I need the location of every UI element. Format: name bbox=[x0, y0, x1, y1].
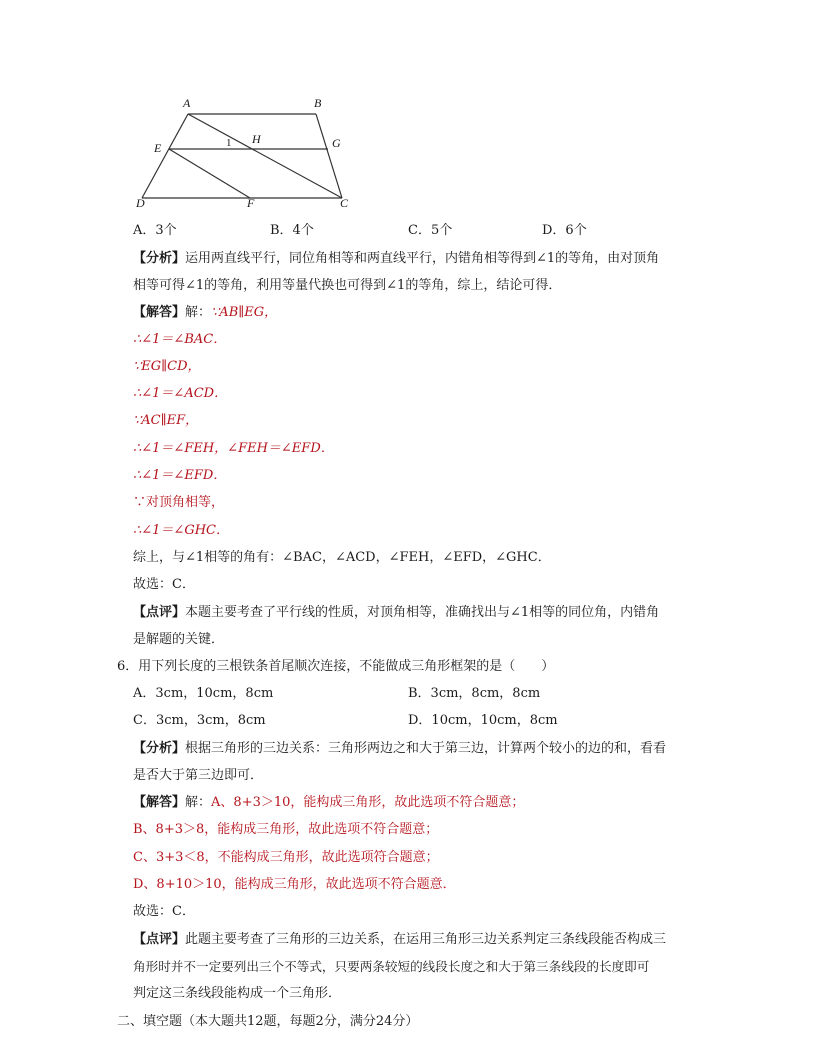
q5-comment-line2: 是解题的关键． bbox=[133, 632, 225, 647]
q6-step-2: B、8+3＞8，能构成三角形，故此选项不符合题意； bbox=[133, 822, 439, 837]
q6-analysis-line1 bbox=[133, 740, 666, 758]
label-d: D bbox=[136, 196, 145, 210]
label-g: G bbox=[332, 136, 341, 150]
segment-ef bbox=[169, 149, 250, 198]
q5-step-3: ∵EG∥CD， bbox=[133, 359, 201, 374]
q5-analysis-tag: 【分析】 bbox=[133, 251, 186, 266]
q6-step-1: A、8+3＞10，能构成三角形，故此选项不符合题意； bbox=[211, 795, 525, 810]
q5-step-9: ∴∠1＝∠GHC． bbox=[133, 523, 229, 538]
label-h: H bbox=[252, 132, 261, 146]
q6-solution-line bbox=[133, 794, 524, 812]
q5-choice: 故选：C． bbox=[133, 577, 195, 592]
q5-comment-tag: 【点评】 bbox=[133, 605, 186, 620]
q5-solution-line bbox=[133, 304, 277, 322]
q5-step-7: ∴∠1＝∠EFD． bbox=[133, 468, 227, 483]
q6-choice: 故选：C． bbox=[133, 904, 195, 919]
q6-analysis-text1: 根据三角形的三边关系：三角形两边之和大于第三边，计算两个较小的边的和，看看 bbox=[185, 741, 667, 756]
q6-comment-text1: 此题主要考查了三角形的三边关系，在运用三角形三边关系判定三条线段能否构成三 bbox=[185, 932, 667, 947]
q5-solution-tag: 【解答】 bbox=[133, 305, 186, 320]
q5-option-b: B．4个 bbox=[270, 223, 314, 238]
geometry-figure bbox=[128, 92, 368, 214]
segment-ac bbox=[188, 114, 342, 198]
q6-step-4: D、8+10＞10，能构成三角形，故此选项不符合题意． bbox=[133, 877, 456, 892]
q6-option-c: C．3cm，3cm，8cm bbox=[133, 713, 266, 728]
q6-option-d: D．10cm，10cm，8cm bbox=[408, 713, 558, 728]
q5-solution-head: 解： bbox=[185, 305, 212, 320]
label-b: B bbox=[314, 96, 322, 110]
q5-step-1: ∵AB∥EG， bbox=[211, 305, 278, 320]
q5-analysis-text1: 运用两直线平行，同位角相等和两直线平行，内错角相等得到∠1的等角，由对顶角 bbox=[185, 251, 660, 266]
label-c: C bbox=[340, 196, 349, 210]
q6-step-3: C、3+3＜8，不能构成三角形，故此选项符合题意； bbox=[133, 850, 439, 865]
q6-option-a: A．3cm，10cm，8cm bbox=[133, 686, 274, 701]
q6-question: 6．用下列长度的三根铁条首尾顺次连接，不能做成三角形框架的是（ ） bbox=[117, 659, 555, 674]
q5-step-8: ∵对顶角相等， bbox=[133, 495, 225, 510]
q6-comment-line2: 角形时并不一定要列出三个不等式，只要两条较短的线段长度之和大于第三条线段的长度即可 bbox=[133, 959, 650, 974]
q5-option-d: D．6个 bbox=[542, 223, 587, 238]
label-e: E bbox=[154, 141, 162, 155]
q5-option-c: C．5个 bbox=[408, 223, 453, 238]
q6-solution-head: 解： bbox=[185, 795, 212, 810]
q5-option-a: A．3个 bbox=[133, 223, 177, 238]
q6-analysis-tag: 【分析】 bbox=[133, 741, 186, 756]
q6-comment-tag: 【点评】 bbox=[133, 932, 186, 947]
q6-comment-line3: 判定这三条线段能构成一个三角形． bbox=[133, 986, 342, 1001]
label-f: F bbox=[247, 196, 255, 210]
label-angle-1: 1 bbox=[226, 137, 232, 149]
q5-summary: 综上，与∠1相等的角有：∠BAC，∠ACD，∠FEH，∠EFD，∠GHC． bbox=[133, 550, 551, 565]
q5-step-6: ∴∠1＝∠FEH，∠FEH＝∠EFD． bbox=[133, 441, 334, 456]
q6-analysis-line2: 是否大于第三边即可． bbox=[133, 768, 264, 783]
q5-step-5: ∵AC∥EF， bbox=[133, 413, 199, 428]
q6-solution-tag: 【解答】 bbox=[133, 795, 186, 810]
q5-comment-line1 bbox=[133, 604, 659, 622]
q5-analysis-line1 bbox=[133, 250, 659, 268]
q5-comment-text1: 本题主要考查了平行线的性质，对顶角相等，准确找出与∠1相等的同位角，内错角 bbox=[185, 605, 660, 620]
q5-analysis-line2: 相等可得∠1的等角，利用等量代换也可得到∠1的等角，综上，结论可得． bbox=[133, 278, 562, 293]
q6-comment-line1 bbox=[133, 931, 666, 949]
q6-option-b: B．3cm，8cm，8cm bbox=[408, 686, 541, 701]
section-fill-in-blank-title: 二、填空题（本大题共12题，每题2分，满分24分） bbox=[117, 1014, 419, 1029]
label-a: A bbox=[183, 96, 191, 110]
q5-step-2: ∴∠1＝∠BAC． bbox=[133, 332, 227, 347]
q5-step-4: ∴∠1＝∠ACD． bbox=[133, 386, 228, 401]
